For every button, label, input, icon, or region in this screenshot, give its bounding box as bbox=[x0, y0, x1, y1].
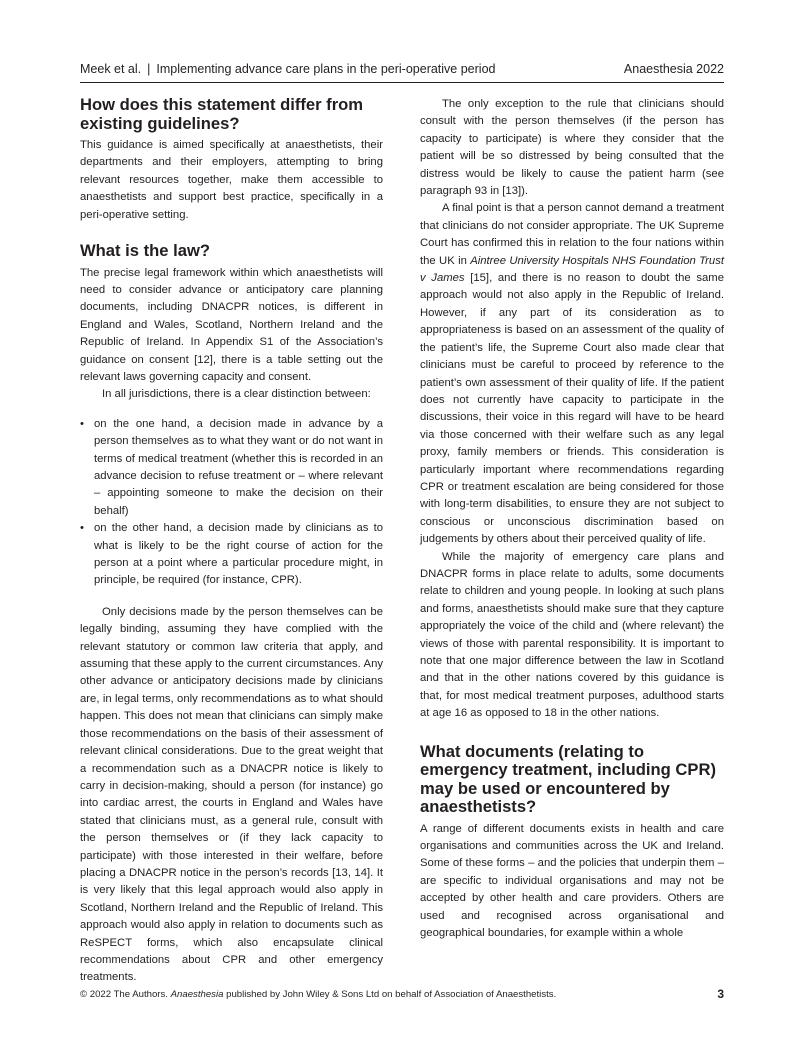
header-rule bbox=[80, 82, 724, 83]
final-point-text-a: A final point is that a person cannot demand a treatment that clinicians do not consider appropriate. The UK Supreme Court has confirmed this in relation to the four nations within the UK in bbox=[420, 202, 724, 267]
paragraph-children: While the majority of emergency care plans and DNACPR forms in place relate to adults, some documents relate to children and young people. In looking at such plans and forms, anaesthetists should make sure that they capture appropriately the voice of the child and (where relevant) the views of those with parental responsibility. It is important to note that one major difference between the law in Scotland and that in the other nations covered by this guidance is that, for most medical treatment purposes, adulthood starts at age 16 as opposed to 18 in the other nations. bbox=[420, 550, 724, 720]
list-item: • on the one hand, a decision made in advance by a person themselves as to what they want or do not want in terms of medical treatment (whether this is recorded in an advance decision to refuse treatment or – where relevant – appointing someone to make the decision on their behalf) bbox=[80, 416, 383, 520]
list-item: • on the other hand, a decision made by clinicians as to what is likely to be the right course of action for the person at a point where a particular procedure might, in principle, be required (for instance, CPR). bbox=[80, 520, 383, 590]
paragraph-differ: This guidance is aimed specifically at anaesthetists, their departments and their employers, attempting to bring relevant resources together, make them accessible to anaesthetists and support best practice, specifically in a peri-operative setting. bbox=[80, 139, 383, 221]
distinction-list bbox=[80, 416, 383, 590]
copyright-pre: © 2022 The Authors. bbox=[80, 989, 171, 1000]
header-authors: Meek et al. bbox=[80, 62, 142, 76]
copyright-post: published by John Wiley & Sons Ltd on behalf of Association of Anaesthetists. bbox=[223, 989, 557, 1000]
paragraph-distinction: In all jurisdictions, there is a clear distinction between: bbox=[102, 388, 371, 401]
right-column bbox=[420, 96, 724, 942]
left-column bbox=[80, 96, 383, 987]
running-header bbox=[80, 62, 724, 82]
paragraph-documents: A range of different documents exists in health and care organisations and communities across the UK and Ireland. Some of these forms – and the policies that underpin them – are specific to individual organisations and may not be accepted by other health and care providers. Others are used and recognised across organisational and geographical boundaries, for example within a whole bbox=[420, 822, 724, 940]
page-number: 3 bbox=[717, 987, 724, 1001]
header-article-title: Implementing advance care plans in the peri-operative period bbox=[156, 62, 496, 76]
case-name: Aintree University Hospitals NHS Foundation Trust v James bbox=[420, 254, 725, 285]
paragraph-final-point bbox=[420, 200, 724, 548]
paragraph-exception: The only exception to the rule that clinicians should consult with the person themselves (if the person has capacity to participate) is where they consider that the patient will be so distressed by being consulted that the distress would be likely to cause the patient harm (see paragraph 93 in [13]). bbox=[420, 98, 724, 198]
copyright-notice bbox=[80, 989, 556, 1000]
final-point-text-b: [15], and there is no reason to doubt the same approach would not also apply in the Republic of Ireland. However, if any part of its consideration as to appropriateness is based on an assessment of the quality of the patient’s life, the Supreme Court also made clear that clinicians must be careful to proceed by reference to the patient’s own assessment of their quality of life. If the patient does not currently have capacity to participate in the discussions, their voice in this regard will have to be heard via those concerned with their welfare such as any legal proxy, family members or friends. This consideration is particularly important where recommendations regarding CPR or treatment escalation are being considered for those with long-term disabilities, to ensure they are not subject to conscious or unconscious discrimination based on judgements by others about their perceived quality of life. bbox=[420, 272, 724, 546]
copyright-journal: Anaesthesia bbox=[170, 989, 224, 1000]
paragraph-law-framework: The precise legal framework within which anaesthetists will need to consider advance or anticipatory care planning documents, including DNACPR notices, is different in England and Wales, Scotland, Northern Ireland and the Republic of Ireland. In Appendix S1 of the Association’s guidance on consent [12], there is a table setting out the relevant laws governing capacity and consent. bbox=[80, 266, 383, 383]
section-heading-law: What is the law? bbox=[80, 241, 210, 261]
section-heading-differ: How does this statement differ from existing guidelines? bbox=[80, 95, 364, 133]
section-heading-documents: What documents (relating to emergency treatment, including CPR) may be used or encountered by anaesthetists? bbox=[420, 741, 716, 817]
header-separator: | bbox=[147, 62, 151, 76]
header-left bbox=[80, 62, 495, 76]
header-journal: Anaesthesia 2022 bbox=[623, 62, 724, 76]
paragraph-binding-decisions: Only decisions made by the person themselves can be legally binding, assuming they have complied with the relevant statutory or common law criteria that apply, and assuming that these apply to the current circumstances. Any other advance or anticipatory decisions made by clinicians are, in legal terms, only recommendations as to what should happen. This does not mean that clinicians can simply make those recommendations on the basis of their assessment of relevant clinical considerations. Due to the great weight that a recommendation such as a DNACPR notice is likely to carry in decision-making, should a person (for instance) go into cardiac arrest, the courts in England and Wales have stated that clinicians must, as a general rule, consult with the person themselves or (if they lack capacity to participate) with those interested in their welfare, before placing a DNACPR notice in the person’s records [13, 14]. It is very likely that this legal approach would also apply in Scotland, Northern Ireland and the Republic of Ireland. This approach would also apply in relation to documents such as ReSPECT forms, which also encapsulate clinical recommendations about CPR and other emergency treatments. bbox=[80, 605, 383, 984]
